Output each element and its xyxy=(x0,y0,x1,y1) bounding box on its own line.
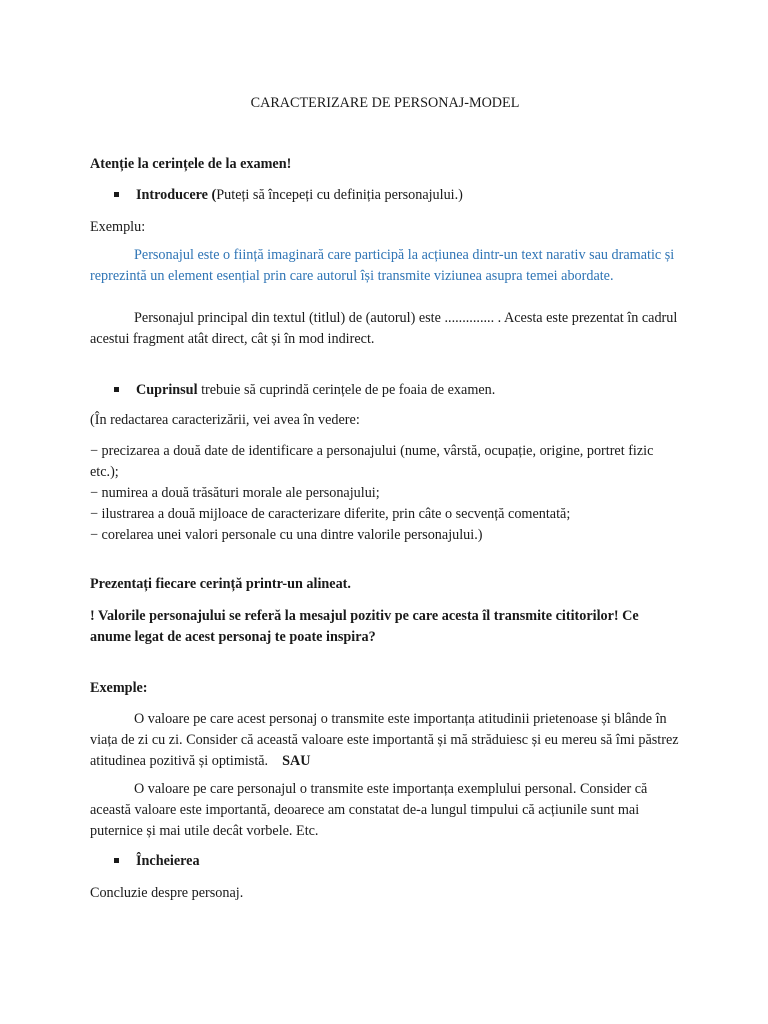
body-item xyxy=(136,380,495,401)
requirements-list xyxy=(90,441,680,546)
intro-label: Introducere ( xyxy=(136,187,217,203)
or-label: SAU xyxy=(282,753,311,769)
example-label: Exemplu: xyxy=(90,219,146,235)
examples-label: Exemple: xyxy=(90,680,148,696)
page-title: CARACTERIZARE DE PERSONAJ-MODEL xyxy=(250,95,520,111)
values-note: ! Valorile personajului se referă la mesajul pozitiv pe care acesta îl transmite cititorilor! Ce anume legat de acest personaj te poate inspira? xyxy=(90,608,639,645)
present-each-note: Prezentați fiecare cerință printr-un alineat. xyxy=(90,576,351,592)
requirements-intro: (În redactarea caracterizării, vei avea în vedere: xyxy=(90,412,360,428)
example-paragraph-1 xyxy=(90,709,680,772)
definition-text: Personajul este o ființă imaginară care participă la acțiunea dintr-un text narativ sau dramatic și reprezintă un element esențial prin care autorul își transmite viziunea asupra temei abordate. xyxy=(90,247,675,284)
list-item: − corelarea unei valori personale cu una dintre valorile personajului.) xyxy=(90,527,483,543)
main-character-text: Personajul principal din textul (titlul) de (autorul) este .............. . Acesta este prezentat în cadrul acestui fragment atât direct, cât și în mod indirect. xyxy=(90,310,678,347)
example-paragraph-2 xyxy=(90,779,680,842)
intro-item xyxy=(136,185,463,206)
bullet-icon xyxy=(114,380,124,400)
list-item: − numirea a două trăsături morale ale personajului; xyxy=(90,485,380,501)
definition-paragraph xyxy=(90,245,680,287)
bullet-icon xyxy=(114,185,124,205)
list-item: − precizarea a două date de identificare a personajului (nume, vârstă, ocupație, origine, portret fizic etc.); xyxy=(90,443,654,480)
bullet-icon xyxy=(114,851,124,871)
example-2-text: O valoare pe care personajul o transmite este importanța exemplului personal. Consider că această valoare este importantă, deoarece am constatat de-a lungul timpului că acțiunile sunt mai puternice și mai utile decât vorbele. Etc. xyxy=(90,781,648,839)
conclusion-label: Încheierea xyxy=(136,853,200,869)
list-item: − ilustrarea a două mijloace de caracterizare diferite, prin câte o secvență comentată; xyxy=(90,506,571,522)
attention-heading: Atenție la cerințele de la examen! xyxy=(90,156,292,172)
conclusion-text: Concluzie despre personaj. xyxy=(90,885,244,901)
body-label: Cuprinsul xyxy=(136,382,198,398)
main-character-paragraph xyxy=(90,308,680,350)
example-1-text: O valoare pe care acest personaj o transmite este importanța atitudinii prietenoase și blânde în viața de zi cu zi. Consider că această valoare este importantă și mă străduiesc și eu mereu să îmi păstrez atitudinea pozitivă și optimistă. xyxy=(90,711,679,769)
intro-text: Puteți să începeți cu definiția personajului.) xyxy=(216,187,463,203)
body-text: trebuie să cuprindă cerințele de pe foaia de examen. xyxy=(197,382,496,398)
